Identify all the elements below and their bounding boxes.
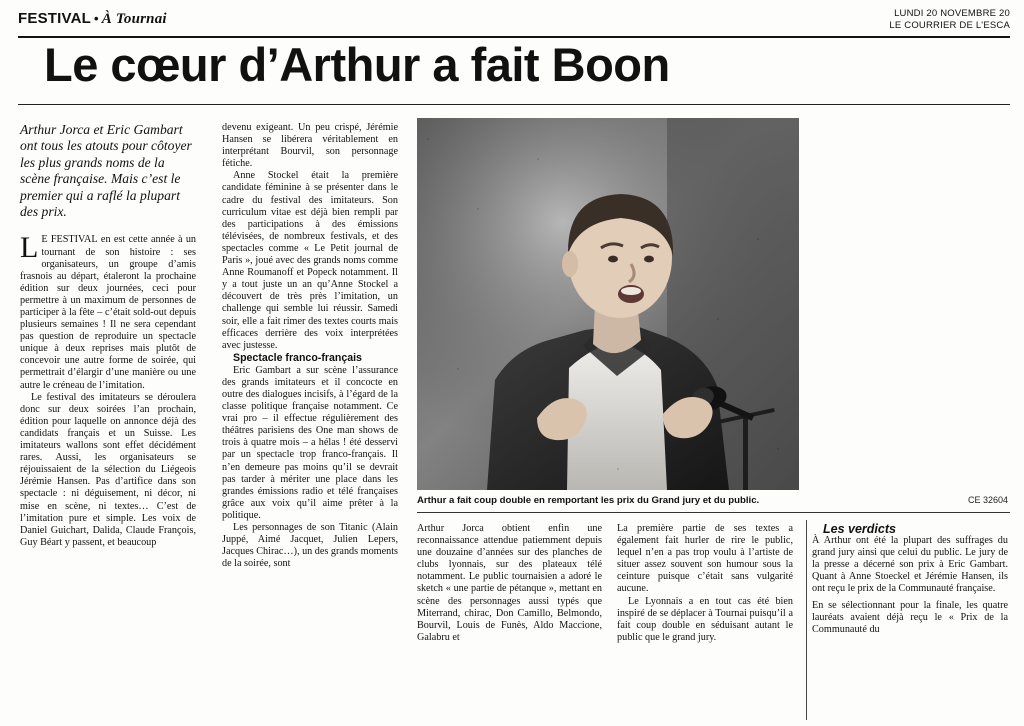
paragraph: À Arthur ont été la plupart des suffrages du grand jury ainsi que celui du public. Le jury de la presse a décerné son prix à Eric Gambart. Quant à Anne Stoeckel et Jérémie Hansen, ils ont reçu le prix de la Communauté française.: [812, 535, 1008, 595]
kicker-separator: •: [94, 11, 99, 26]
section-kicker: [18, 10, 167, 28]
paragraph: Le Lyonnais a en tout cas été bien inspiré de se déplacer à Tournai puisqu’il a fait coup double en séduisant autant le public que le grand jury.: [617, 595, 793, 643]
standfirst: Arthur Jorca et Eric Gambart ont tous les atouts pour côtoyer les plus grands noms de la scène française. Mais c’est le premier qui a raflé la plupart des prix.: [20, 122, 192, 220]
drop-cap: L: [20, 231, 39, 265]
article-column-2: [222, 122, 398, 570]
paragraph: Les personnages de son Titanic (Alain Juppé, Aimé Jacquet, Julien Lepers, Jacques Chirac…), un des grands moments de la soirée, sont: [222, 522, 398, 570]
article-column-4: [617, 523, 793, 644]
dateline-publication: LE COURRIER DE L'ESCA: [889, 20, 1010, 31]
column-divider: [806, 520, 807, 720]
paragraph: L E FESTIVAL en est cette année à un tournant de son histoire : ses organisateurs, un groupe d’amis frasnois au départ, étaleront la prochaine édition sur deux journées, ceci pour permettre à un maximum de personnes de participer à la fête – c’était sold-out depuis plusieurs semaines ! Il ne sera cependant pas question de reproduire un spectacle unique à deux reprises mais plutôt de concevoir une autre forme de soirée, qui permettrait d’élargir d’une manière ou une autre le créneau de l’imitation.: [20, 231, 197, 391]
lead-in-small-caps: E FESTIVAL: [41, 234, 98, 246]
article-column-3: [417, 523, 602, 644]
paragraph: devenu exigeant. Un peu crispé, Jérémie Hansen se libérera véritablement en interprétant Bourvil, son personnage fétiche.: [222, 122, 398, 170]
article-photo: [417, 118, 799, 490]
article-column-1: [20, 122, 196, 549]
page-title: Le cœur d’Arthur a fait Boon: [44, 38, 670, 91]
paragraph: En se sélectionnant pour la finale, les quatre lauréats avaient déjà reçu le « Prix de la Communauté du: [812, 599, 1008, 635]
subheading-spectacle: Spectacle franco-français: [233, 351, 362, 364]
lead-paragraph-block: [20, 231, 197, 391]
paragraph: Arthur Jorca obtient enfin une reconnaissance attendue patiemment depuis une douzaine d’années sur des planches de clubs lyonnais, sur des plateaux télé notamment. Le public tournaisien a adoré le sketch « une partie de pétanque », mettant en scène des personnages aussi typés que Miterrand, chirac, Don Camillo, Belmondo, Bourvil, Louis de Funès, Aldo Maccione, Galabru et: [417, 523, 602, 643]
headline-divider: [18, 104, 1010, 105]
paragraph: Eric Gambart a sur scène l’assurance des grands imitateurs et il concocte en outre des dialogues incisifs, à l’égard de la classe politique française notamment. Ce vrai pro – il effectue régulièrement des théâtres parisiens des One man shows de trois à quatre mois – a hélas ! été desservi par un spectacle trop franco-français. Il n’en demeure pas moins qu’il se devrait pas tarder à mériter une place dans les grandes émissions radio et télé françaises grâce aux voix qu’il aime prêter à la politique.: [222, 364, 398, 521]
photo-caption: Arthur a fait coup double en remportant les prix du Grand jury et du public.: [417, 495, 760, 506]
sidebar-title: Les verdicts: [823, 522, 896, 536]
kicker-location: À Tournai: [101, 11, 167, 27]
dateline: [889, 8, 1010, 32]
top-header-bar: [18, 10, 1010, 36]
sidebar-verdicts: [812, 523, 1008, 636]
paragraph: Le festival des imitateurs se déroulera donc sur deux soirées l’an prochain, édition pour laquelle on annonce déjà des candidats français et un Suisse. Les imitateurs wallons sont effet décidément rares. Aussi, les organisateurs se réjouissaient de la sélection du Liégeois Jérémie Hansen. Pas d’artifice dans son spectacle : ni déguisement, ni décor, ni mise en scène, ni textes… C’est de l’imitation pure et simple. Les voix de Daniel Guichart, Dalida, Claude François, Guy Béart y passent, et beaucoup: [20, 391, 196, 548]
kicker-label: FESTIVAL: [18, 10, 91, 27]
paragraph: La première partie de ses textes a également fait hurler de rire le public, lequel n’en a pas trop voulu à l’artiste de situer assez souvent son humour sous la ceinture puisque c’était sans vulgarité aucune.: [617, 523, 793, 595]
dateline-date: LUNDI 20 NOVEMBRE 20: [894, 8, 1010, 19]
photo-credit-code: CE 32604: [967, 495, 1008, 505]
caption-divider: [417, 512, 1010, 513]
paragraph: Anne Stockel était la première candidate féminine à se présenter dans le cadre du festival des imitateurs. Son curriculum vitae est déjà bien rempli par des participations à des émissions télévisées, de nombreux festivals, et des spectacles comme « Le Petit journal de Paris », joué avec des grands noms comme Anne Roumanoff et Popeck notamment. Il y a tout juste un an qu’Anne Stockel a découvert de très près l’imitation, un challenge qui semble lui réussir. Samedi soir, elle a fait rimer des textes courts mais efficaces derrière des voix interprétées avec justesse.: [222, 170, 398, 351]
